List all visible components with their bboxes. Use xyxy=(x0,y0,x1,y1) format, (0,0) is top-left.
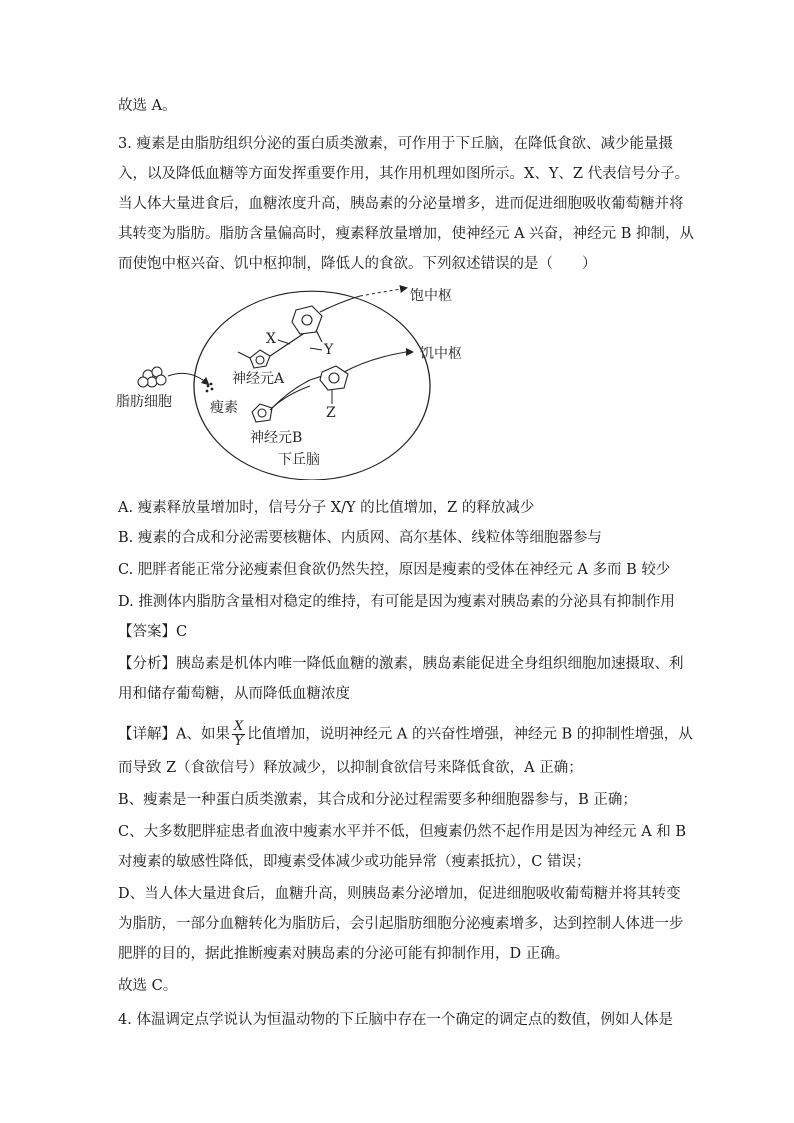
option-a: A. 瘦素释放量增加时，信号分子 X/Y 的比值增加，Z 的释放减少 xyxy=(118,500,535,516)
detail-line-3: B、瘦素是一种蛋白质类激素，其合成和分泌过程需要多种细胞器参与，B 正确； xyxy=(118,792,637,808)
detail-line-4: C、大多数肥胖症患者血液中瘦素水平并不低，但瘦素仍然不起作用是因为神经元 A 和 B xyxy=(118,824,687,840)
option-c: C. 肥胖者能正常分泌瘦素但食欲仍然失控，原因是瘦素的受体在神经元 A 多而 B 较少 xyxy=(118,562,671,578)
signal-y-label: Y xyxy=(324,342,334,358)
detail-line-7: 为脂肪，一部分血糖转化为脂肪后，会引起脂肪细胞分泌瘦素增多，达到控制人体进一步 xyxy=(118,916,684,932)
signal-x-label: X xyxy=(266,331,276,347)
hypothalamus-label: 下丘脑 xyxy=(278,452,320,468)
conclusion: 故选 C。 xyxy=(118,978,178,994)
neuron-b-label: 神经元B xyxy=(250,430,303,446)
question-stem-line-3: 当人体大量进食后，血糖浓度升高，胰岛素的分泌量增多，进而促进细胞吸收葡萄糖并将 xyxy=(118,196,684,212)
x-over-y-fraction: $\frac{X}{Y}$ xyxy=(233,719,244,749)
neuron-a-label: 神经元A xyxy=(232,371,285,387)
leptin-molecule-icon xyxy=(206,383,214,393)
next-question: 4. 体温调定点学说认为恒温动物的下丘脑中存在一个确定的调定点的数值，例如人体是 xyxy=(118,1012,673,1028)
fat-cell-label: 脂肪细胞 xyxy=(116,394,172,410)
question-stem-line-2: 入，以及降低血糖等方面发挥重要作用，其作用机理如图所示。X、Y、Z 代表信号分子。 xyxy=(118,166,690,182)
detail-line-5: 对瘦素的敏感性降低，即瘦素受体减少或功能异常（瘦素抵抗），C 错误； xyxy=(118,854,591,870)
previous-conclusion: 故选 A。 xyxy=(118,98,177,114)
analysis-line-1: 【分析】胰岛素是机体内唯一降低血糖的激素，胰岛素能促进全身组织细胞加速摄取、利 xyxy=(118,656,684,672)
detail-line-2: 而导致 Z（食欲信号）释放减少，以抑制食欲信号来降低食欲，A 正确； xyxy=(118,760,583,776)
detail-line-8: 肥胖的目的，据此推断瘦素对胰岛素的分泌可能有抑制作用，D 正确。 xyxy=(118,946,570,962)
leptin-mechanism-diagram xyxy=(110,280,490,480)
detail-line-6: D、当人体大量进食后，血糖升高，则胰岛素分泌增加，促进细胞吸收葡萄糖并将其转变 xyxy=(118,886,681,902)
detail-line-a: 【详解】A、如果 $\frac{X}{Y}$ 比值增加，说明神经元 A 的兴奋性增强，神经元 B 的抑制性增强，从 xyxy=(118,719,693,749)
leptin-label: 瘦素 xyxy=(210,400,238,416)
hunger-center-label: 饥中枢 xyxy=(420,346,462,362)
answer: 【答案】C xyxy=(118,624,188,640)
question-stem-line-1: 3. 瘦素是由脂肪组织分泌的蛋白质类激素，可作用于下丘脑，在降低食欲、减少能量摄 xyxy=(118,136,673,152)
question-number: 3. xyxy=(118,136,132,152)
signal-z-label: Z xyxy=(326,405,336,421)
analysis-line-2: 用和储存葡萄糖，从而降低血糖浓度 xyxy=(118,686,350,702)
option-b: B. 瘦素的合成和分泌需要核糖体、内质网、高尔基体、线粒体等细胞器参与 xyxy=(118,530,602,546)
fat-cell-icon xyxy=(138,367,166,387)
question-stem-line-4: 其转变为脂肪。脂肪含量偏高时，瘦素释放量增加，使神经元 A 兴奋，神经元 B 抑制，从 xyxy=(118,226,695,242)
option-d: D. 推测体内脂肪含量相对稳定的维持，有可能是因为瘦素对胰岛素的分泌具有抑制作用 xyxy=(118,594,675,610)
satiety-center-label: 饱中枢 xyxy=(410,288,452,304)
detail-head: 【详解】A、如果 xyxy=(118,726,230,743)
question-stem-line-5: 而使饱中枢兴奋、饥中枢抑制，降低人的食欲。下列叙述错误的是（ ） xyxy=(118,256,597,272)
